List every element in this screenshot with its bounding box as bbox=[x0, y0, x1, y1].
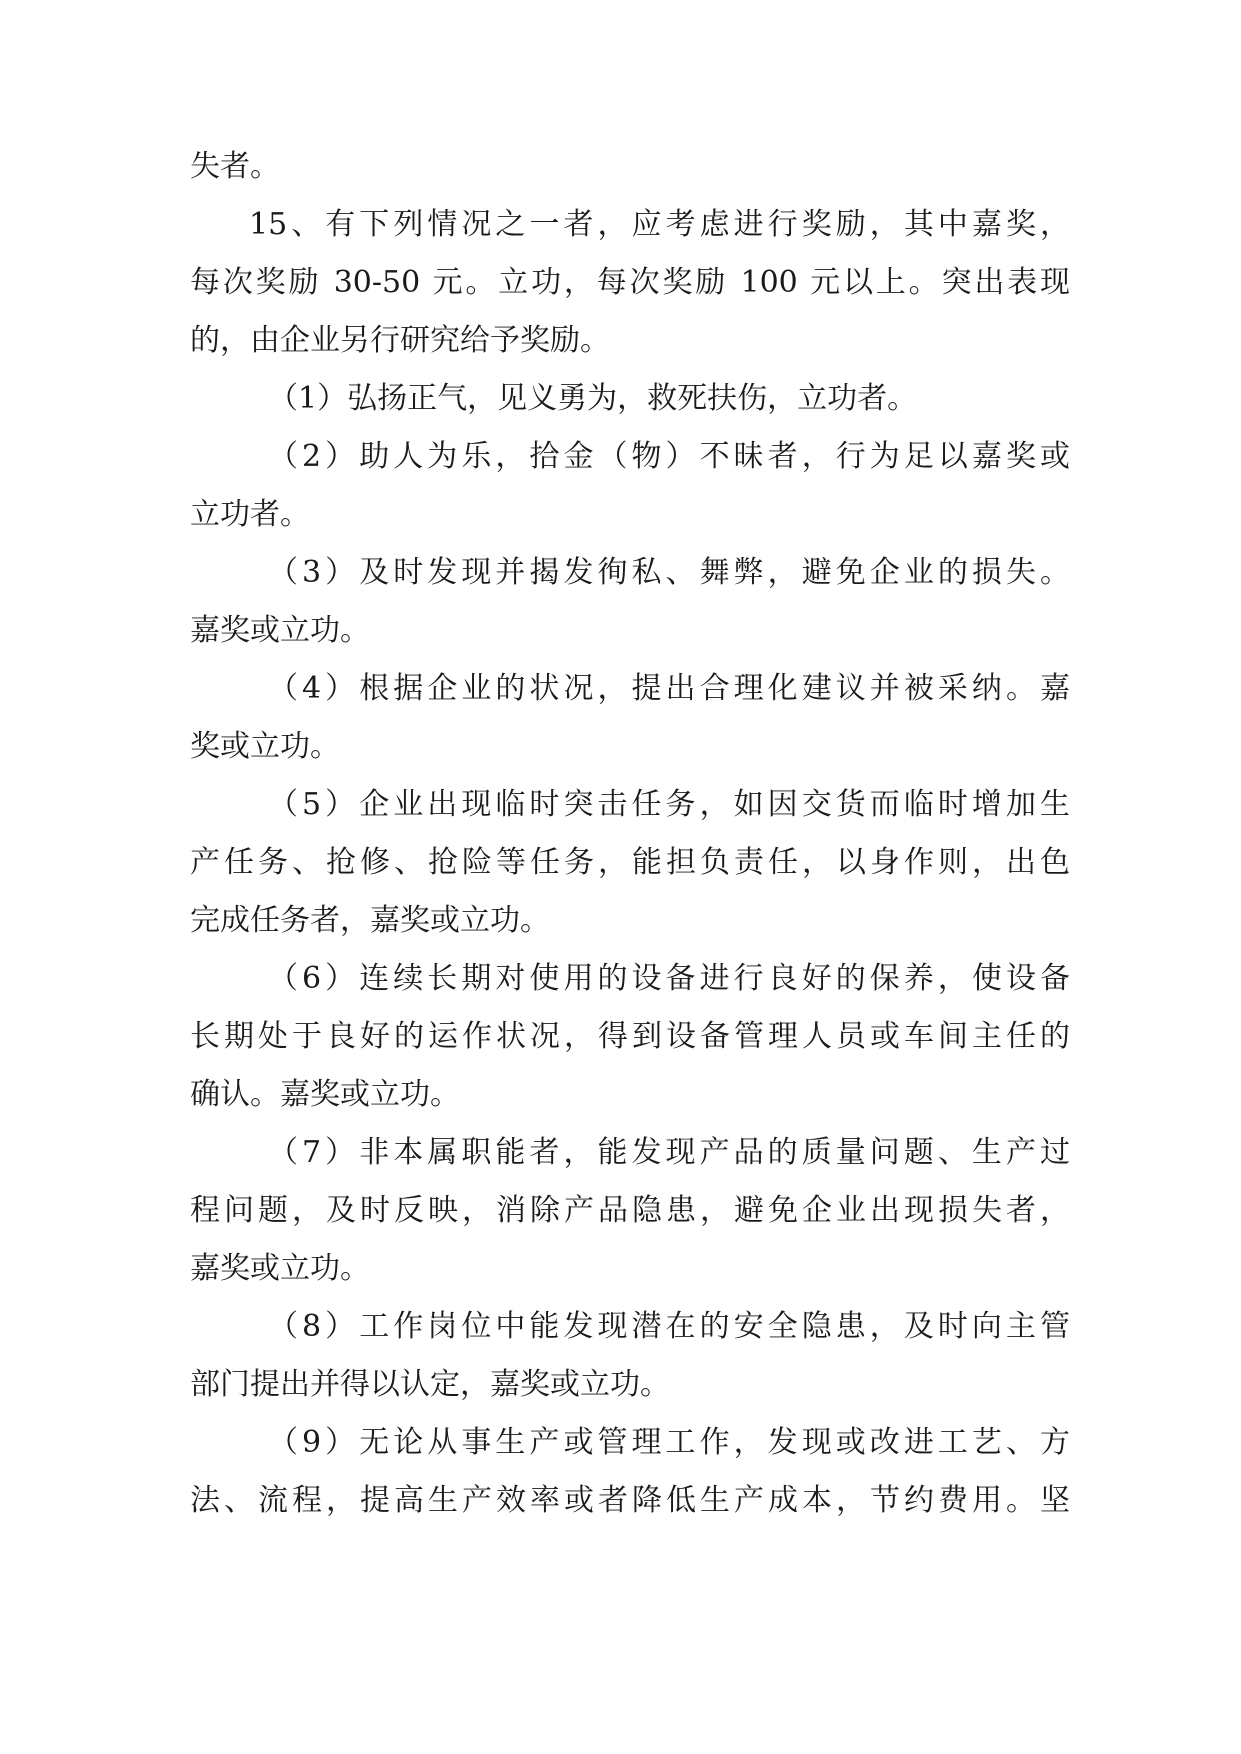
text-line: 15、有下列情况之一者，应考虑进行奖励，其中嘉奖， bbox=[249, 207, 1070, 242]
text-line: 嘉奖或立功。 bbox=[190, 1251, 370, 1286]
text-line: （4）根据企业的状况，提出合理化建议并被采纳。嘉 bbox=[268, 671, 1070, 706]
text-line: （1）弘扬正气，见义勇为，救死扶伤，立功者。 bbox=[268, 381, 918, 416]
text-line: 每次奖励 30-50 元。立功，每次奖励 100 元以上。突出表现 bbox=[190, 265, 1070, 300]
text-line: 立功者。 bbox=[190, 497, 310, 532]
text-line: 失者。 bbox=[190, 149, 280, 184]
text-line: 产任务、抢修、抢险等任务，能担负责任，以身作则，出色 bbox=[190, 845, 1070, 880]
text-line: 奖或立功。 bbox=[190, 729, 340, 764]
text-line: 程问题，及时反映，消除产品隐患，避免企业出现损失者， bbox=[190, 1193, 1070, 1228]
text-line: 的，由企业另行研究给予奖励。 bbox=[190, 323, 610, 358]
text-line: 法、流程，提高生产效率或者降低生产成本，节约费用。坚 bbox=[190, 1483, 1070, 1518]
text-line: （6）连续长期对使用的设备进行良好的保养，使设备 bbox=[268, 961, 1070, 996]
text-line: （9）无论从事生产或管理工作，发现或改进工艺、方 bbox=[268, 1425, 1070, 1460]
text-line: 部门提出并得以认定，嘉奖或立功。 bbox=[190, 1367, 670, 1402]
text-line: （3）及时发现并揭发徇私、舞弊，避免企业的损失。 bbox=[268, 555, 1070, 590]
text-line: 完成任务者，嘉奖或立功。 bbox=[190, 903, 550, 938]
text-line: 长期处于良好的运作状况，得到设备管理人员或车间主任的 bbox=[190, 1019, 1070, 1054]
text-line: 确认。嘉奖或立功。 bbox=[190, 1077, 460, 1112]
text-line: （2）助人为乐，拾金（物）不昧者，行为足以嘉奖或 bbox=[268, 439, 1070, 474]
text-line: 嘉奖或立功。 bbox=[190, 613, 370, 648]
text-line: （8）工作岗位中能发现潜在的安全隐患，及时向主管 bbox=[268, 1309, 1070, 1344]
text-line: （5）企业出现临时突击任务，如因交货而临时增加生 bbox=[268, 787, 1070, 822]
text-line: （7）非本属职能者，能发现产品的质量问题、生产过 bbox=[268, 1135, 1070, 1170]
